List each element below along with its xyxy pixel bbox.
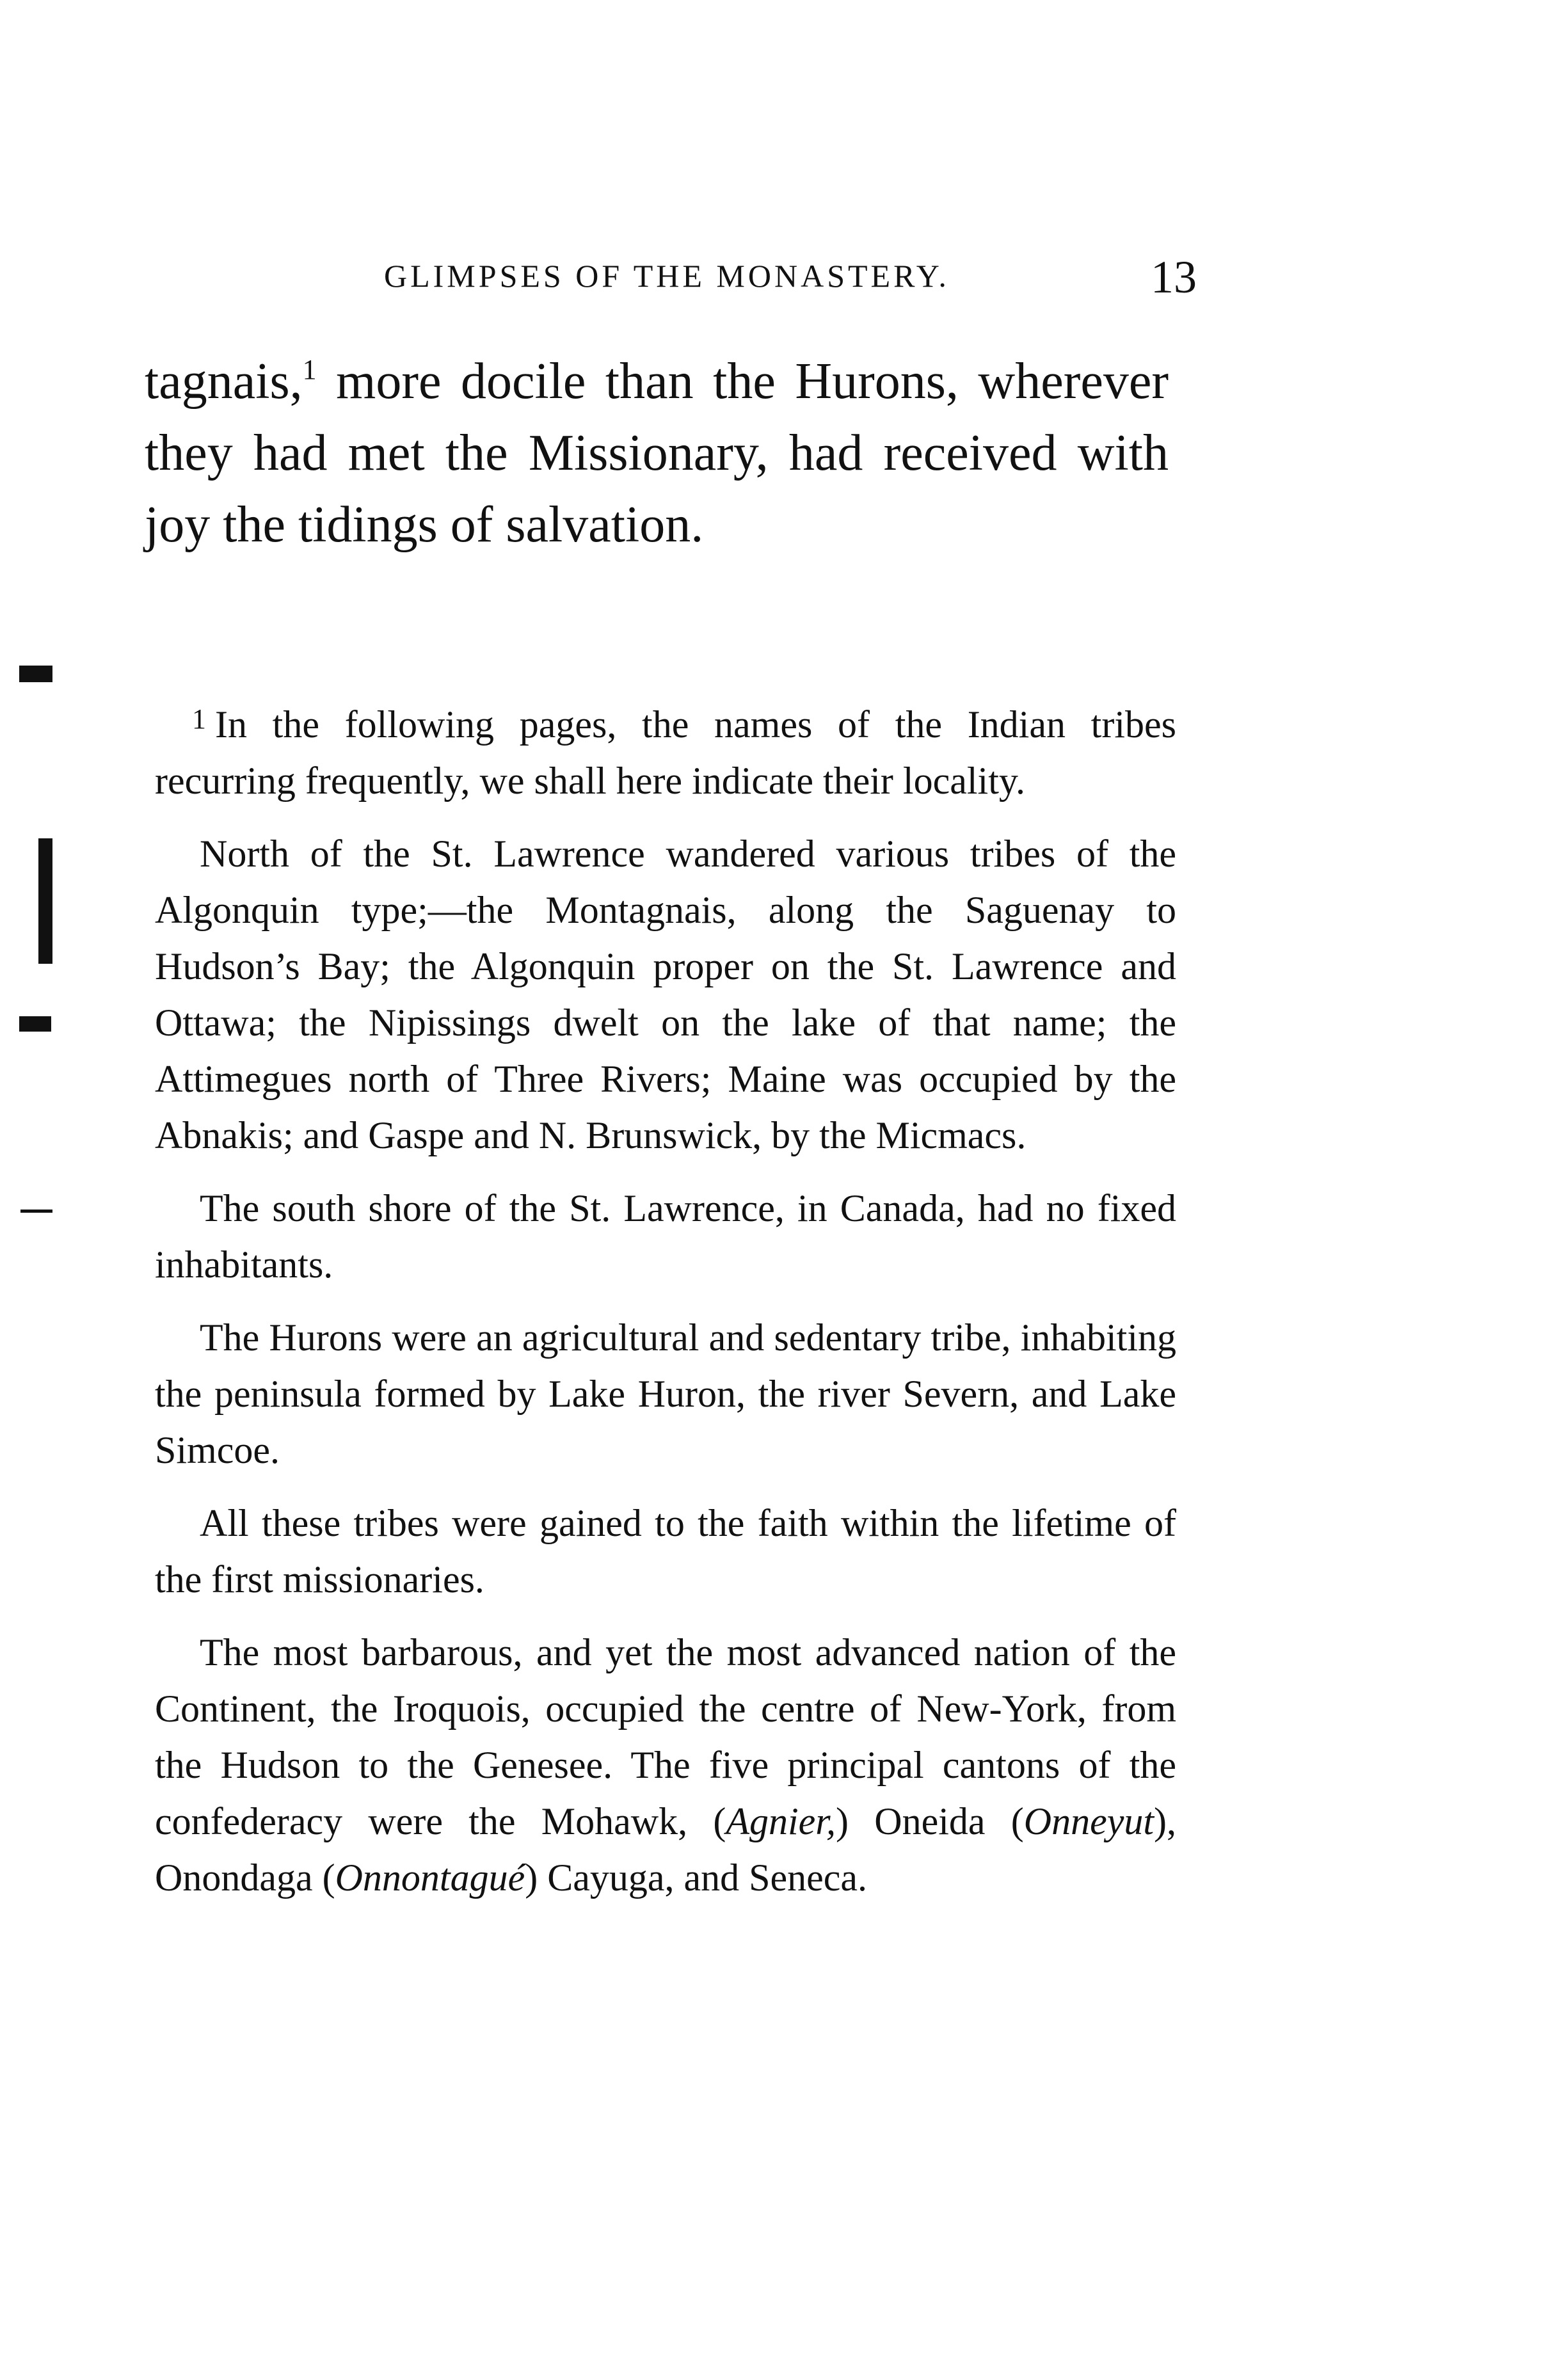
- footnote-marker: 1: [192, 703, 206, 735]
- onneyut-name: Onneyut: [1023, 1800, 1155, 1842]
- scan-mark: [19, 1016, 51, 1032]
- main-text-start: tagnais,: [145, 353, 303, 410]
- footnote-intro-text: In the following pages, the names of the Indian tribes recurring frequently, we shall here indicate their locality.: [155, 703, 1176, 802]
- running-head: [384, 251, 1197, 308]
- footnote-paragraph-north: North of the St. Lawrence wandered various tribes of the Algonquin type;—the Montagnais, along the Saguenay to Hudson’s Bay; the Algonquin proper on the St. Lawrence and Ottawa; the Nipissings dwelt on the lake of that name; the Attimegues north of Three Rivers; Maine was occupied by the Abnakis; and Gaspe and N. Brunswick, by the Micmacs.: [155, 833, 1176, 1156]
- footnote-paragraph-south-shore: The south shore of the St. Lawrence, in Canada, had no fixed inhabitants.: [155, 1187, 1176, 1286]
- iroquois-text-3: ), Onondaga (: [155, 1800, 1176, 1899]
- footnote-reference: 1: [302, 354, 317, 385]
- iroquois-text-4: ) Cayuga, and Seneca.: [525, 1857, 868, 1899]
- onnontague-name: Onnontagué: [335, 1857, 525, 1899]
- page-number: 13: [1151, 252, 1197, 303]
- main-text-rest: more docile than the Hurons, wherever they had met the Missionary, had received with joy the tidings of salvation.: [145, 353, 1169, 553]
- footnote: [155, 691, 1176, 1922]
- footnote-paragraph-missions: All these tribes were gained to the faith within the lifetime of the first missionaries.: [155, 1502, 1176, 1601]
- footnote-paragraph-hurons: The Hurons were an agricultural and sedentary tribe, inhabiting the peninsula formed by Lake Huron, the river Severn, and Lake Simcoe.: [155, 1316, 1176, 1471]
- scan-mark: [19, 666, 52, 682]
- scan-mark: [20, 1210, 52, 1213]
- iroquois-text: The most barbarous, and yet the most advanced nation of the Continent, the Iroquois, occupied the centre of New-York, from the Hudson to the Genesee. The five principal cantons of the confederacy were the Mohawk, (: [155, 1631, 1176, 1842]
- scan-mark: [38, 838, 52, 964]
- agnier-name: Agnier,: [726, 1800, 836, 1842]
- iroquois-text-2: ) Oneida (: [836, 1800, 1024, 1842]
- main-text: [145, 346, 1169, 561]
- running-title: GLIMPSES OF THE MONASTERY.: [384, 258, 950, 294]
- footnote-paragraph-iroquois: [155, 1624, 1176, 1906]
- footnote-intro: [155, 691, 1176, 809]
